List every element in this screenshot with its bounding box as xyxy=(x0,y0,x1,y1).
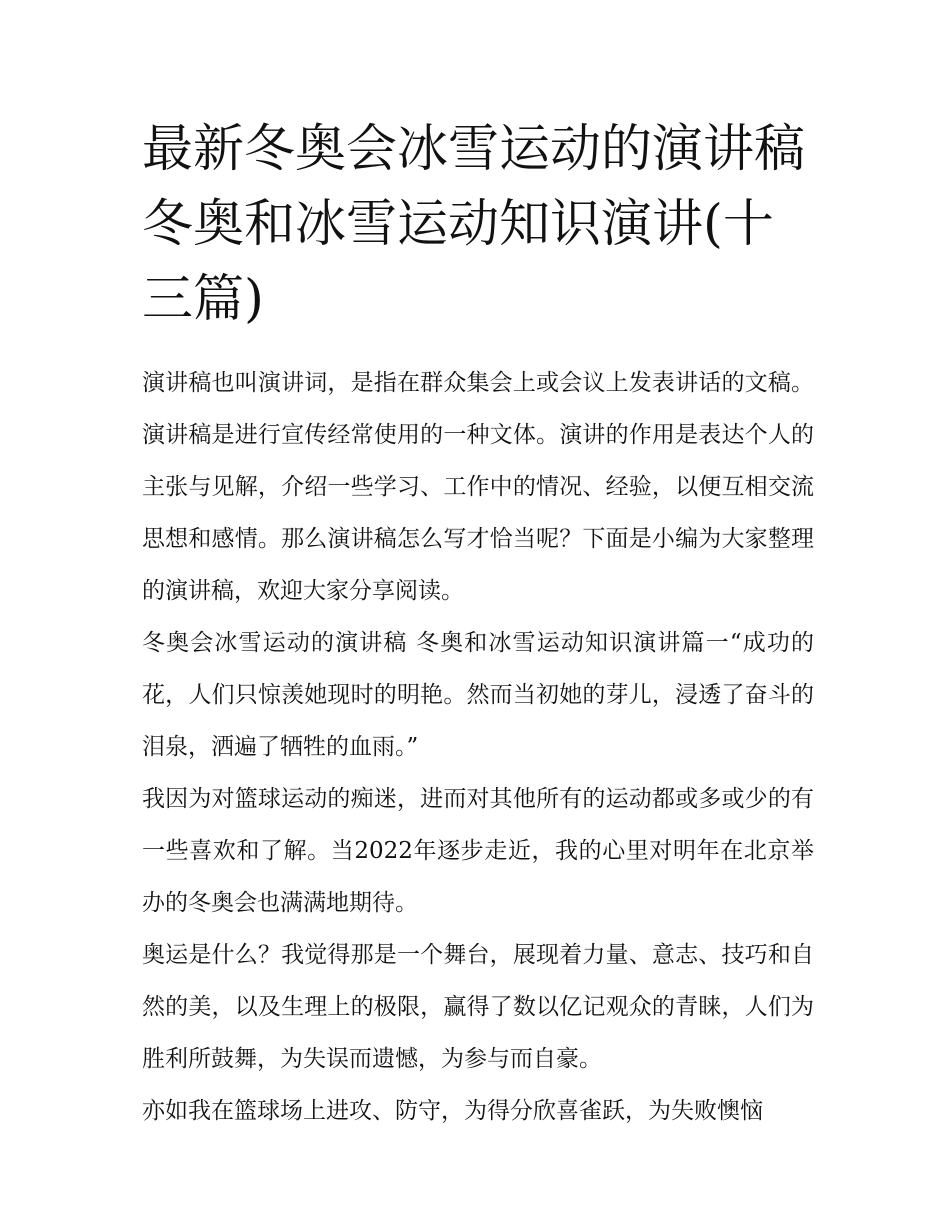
document-body xyxy=(142,357,814,1137)
paragraph-basketball: 我因为对篮球运动的痴迷，进而对其他所有的运动都或多或少的有一些喜欢和了解。当2022年逐步走近，我的心里对明年在北京举办的冬奥会也满满地期待。 xyxy=(142,786,814,916)
paragraph-basketball-court: 亦如我在篮球场上进攻、防守，为得分欣喜雀跃，为失败懊恼 xyxy=(142,1098,763,1124)
document-title: 最新冬奥会冰雪运动的演讲稿 冬奥和冰雪运动知识演讲(十三篇) xyxy=(142,120,806,329)
paragraph-olympics-meaning: 奥运是什么？我觉得那是一个舞台，展现着力量、意志、技巧和自然的美，以及生理上的极限，赢得了数以亿记观众的青睐，人们为胜利所鼓舞，为失误而遗憾，为参与而自豪。 xyxy=(142,942,814,1072)
paragraph-intro: 演讲稿也叫演讲词，是指在群众集会上或会议上发表讲话的文稿。演讲稿是进行宣传经常使用的一种文体。演讲的作用是表达个人的主张与见解，介绍一些学习、工作中的情况、经验，以便互相交流思想和感情。那么演讲稿怎么写才恰当呢？下面是小编为大家整理的演讲稿，欢迎大家分享阅读。 xyxy=(142,370,814,604)
paragraph-speech-opening: 冬奥会冰雪运动的演讲稿 冬奥和冰雪运动知识演讲篇一“成功的花，人们只惊羡她现时的明艳。然而当初她的芽儿，浸透了奋斗的泪泉，洒遍了牺牲的血雨。” xyxy=(142,630,814,760)
document-page xyxy=(142,112,814,1137)
